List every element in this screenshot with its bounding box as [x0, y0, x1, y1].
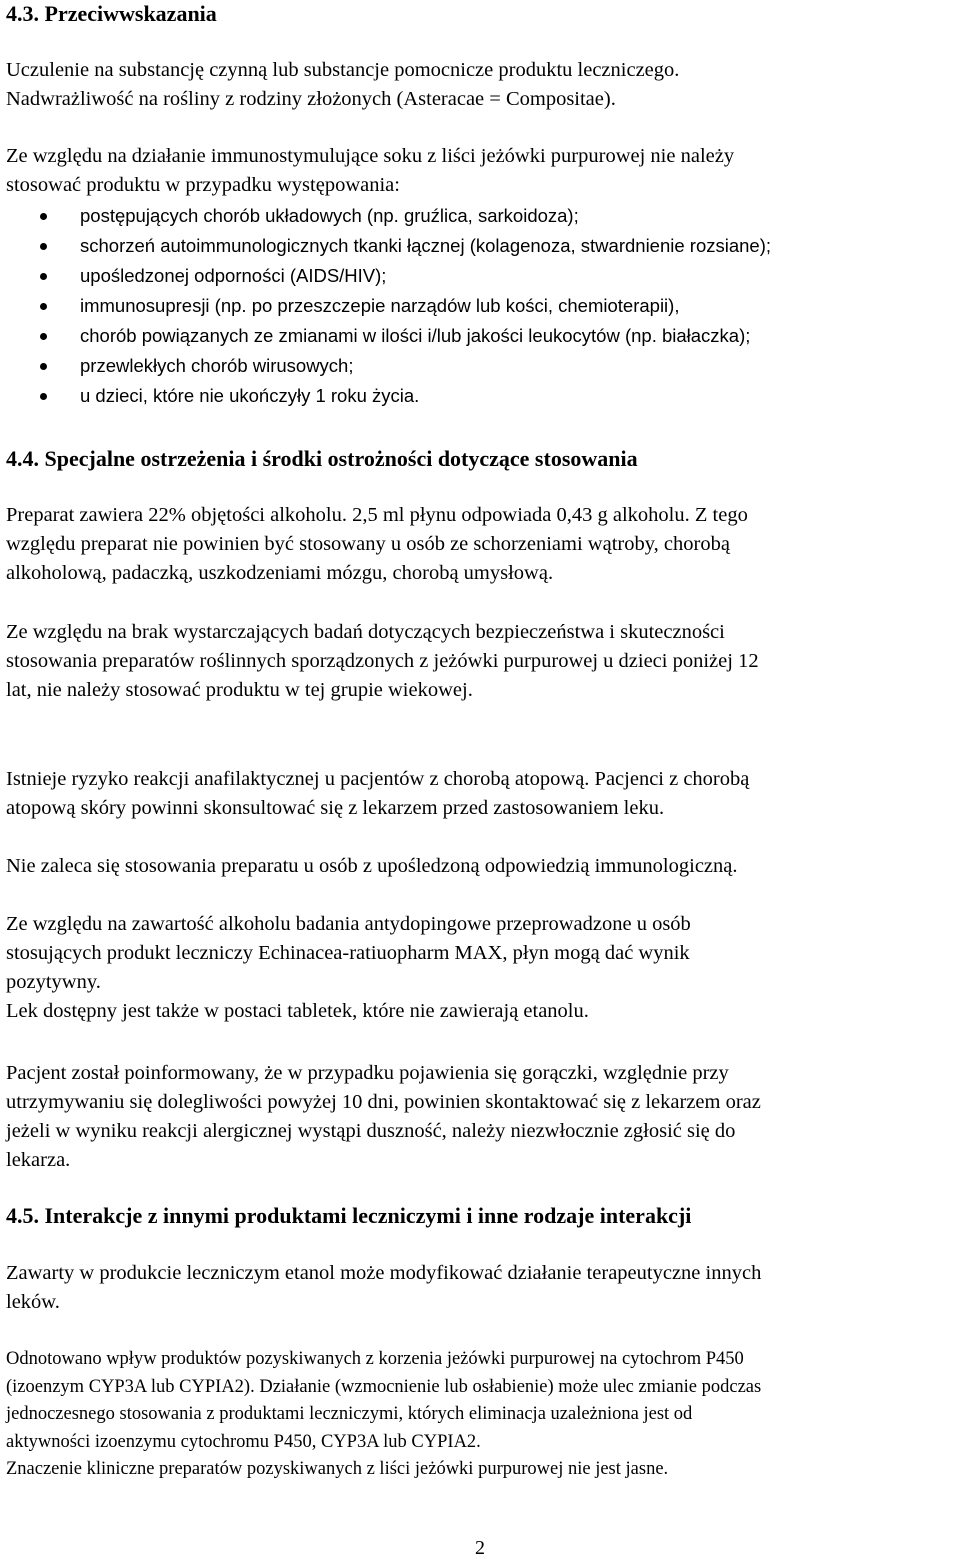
- contraindications-intro: [6, 142, 960, 200]
- alcohol-content-paragraph: [6, 501, 960, 588]
- bullet-icon: [40, 213, 47, 220]
- bullet-icon: [40, 363, 47, 370]
- text-line: względu preparat nie powinien być stosowany u osób ze schorzeniami wątroby, chorobą: [6, 533, 730, 555]
- text-line: Ze względu na brak wystarczających badań dotyczących bezpieczeństwa i skuteczności: [6, 621, 725, 643]
- text-line: Preparat zawiera 22% objętości alkoholu. 2,5 ml płynu odpowiada 0,43 g alkoholu. Z tego: [6, 504, 748, 526]
- text-line: stosowania preparatów roślinnych sporządzonych z jeżówki purpurowej u dzieci poniżej 12: [6, 650, 759, 672]
- section-4-5-heading: 4.5. Interakcje z innymi produktami leczniczymi i inne rodzaje interakcji: [6, 1203, 692, 1228]
- bullet-icon: [40, 303, 47, 310]
- text-line: jeżeli w wyniku reakcji alergicznej wystąpi duszność, należy niezwłocznie zgłosić się do: [6, 1120, 736, 1142]
- text-line: lekarza.: [6, 1149, 71, 1171]
- children-safety-paragraph: [6, 618, 960, 705]
- text-line: aktywności izoenzymu cytochromu P450, CYP3A lub CYPIA2.: [6, 1431, 481, 1452]
- list-item: immunosupresji (np. po przeszczepie narządów lub kości, chemioterapii),: [0, 291, 960, 321]
- text-line: (izoenzym CYP3A lub CYPIA2). Działanie (wzmocnienie lub osłabienie) może ulec zmianie podczas: [6, 1376, 762, 1397]
- ethanol-interaction-paragraph: [6, 1259, 960, 1317]
- text-line: Istnieje ryzyko reakcji anafilaktycznej u pacjentów z chorobą atopową. Pacjenci z chorobą: [6, 768, 750, 790]
- cytochrome-paragraph: [6, 1346, 960, 1484]
- text-line: pozytywny.: [6, 971, 101, 993]
- anaphylaxis-paragraph: [6, 765, 960, 823]
- text-line: stosować produktu w przypadku występowania:: [6, 174, 400, 196]
- bullet-icon: [40, 393, 47, 400]
- text-line: stosujących produkt leczniczy Echinacea-ratiuopharm MAX, płyn mogą dać wynik: [6, 942, 690, 964]
- fever-warning-paragraph: [6, 1059, 960, 1175]
- text-line: Nie zaleca się stosowania preparatu u osób z upośledzoną odpowiedzią immunologiczną.: [6, 855, 738, 877]
- immunodeficiency-paragraph: [6, 852, 960, 881]
- text-line: Pacjent został poinformowany, że w przypadku pojawienia się gorączki, względnie przy: [6, 1062, 729, 1084]
- text-line: alkoholową, padaczką, uszkodzeniami mózgu, chorobą umysłową.: [6, 562, 554, 584]
- section-4-3-heading: 4.3. Przeciwwskazania: [6, 1, 217, 26]
- list-item: u dzieci, które nie ukończyły 1 roku życia.: [0, 381, 960, 411]
- text-line: Ze względu na działanie immunostymulujące soku z liści jeżówki purpurowej nie należy: [6, 145, 735, 167]
- bullet-icon: [40, 273, 47, 280]
- list-item: upośledzonej odporności (AIDS/HIV);: [0, 261, 960, 291]
- list-item: przewlekłych chorób wirusowych;: [0, 351, 960, 381]
- contraindications-list: [0, 201, 960, 411]
- bullet-icon: [40, 333, 47, 340]
- section-4-4-heading: 4.4. Specjalne ostrzeżenia i środki ostrożności dotyczące stosowania: [6, 446, 638, 471]
- page-number: 2: [475, 1537, 485, 1559]
- text-line: jednoczesnego stosowania z produktami leczniczymi, których eliminacja uzależniona jest od: [6, 1404, 693, 1424]
- contraindications-paragraph: [6, 56, 960, 114]
- text-line: Znaczenie kliniczne preparatów pozyskiwanych z liści jeżówki purpurowej nie jest jasne.: [6, 1459, 669, 1479]
- text-line: Uczulenie na substancję czynną lub substancje pomocnicze produktu leczniczego.: [6, 59, 680, 81]
- text-line: Zawarty w produkcie leczniczym etanol może modyfikować działanie terapeutyczne innych: [6, 1262, 762, 1284]
- list-item: schorzeń autoimmunologicznych tkanki łącznej (kolagenoza, stwardnienie rozsiane);: [0, 231, 960, 261]
- text-line: lat, nie należy stosować produktu w tej grupie wiekowej.: [6, 679, 473, 701]
- text-line: utrzymywaniu się dolegliwości powyżej 10 dni, powinien skontaktować się z lekarzem oraz: [6, 1091, 761, 1113]
- text-line: Nadwrażliwość na rośliny z rodziny złożonych (Asteracae = Compositae).: [6, 88, 616, 110]
- bullet-icon: [40, 243, 47, 250]
- text-line: Ze względu na zawartość alkoholu badania antydopingowe przeprowadzone u osób: [6, 913, 691, 935]
- text-line: atopową skóry powinni skonsultować się z lekarzem przed zastosowaniem leku.: [6, 797, 665, 819]
- list-item: chorób powiązanych ze zmianami w ilości i/lub jakości leukocytów (np. białaczka);: [0, 321, 960, 351]
- text-line: Lek dostępny jest także w postaci tabletek, które nie zawierają etanolu.: [6, 1000, 589, 1022]
- text-line: Odnotowano wpływ produktów pozyskiwanych z korzenia jeżówki purpurowej na cytochrom P450: [6, 1349, 744, 1369]
- antidoping-paragraph: [6, 910, 960, 1026]
- text-line: leków.: [6, 1291, 60, 1313]
- list-item: postępujących chorób układowych (np. gruźlica, sarkoidoza);: [0, 201, 960, 231]
